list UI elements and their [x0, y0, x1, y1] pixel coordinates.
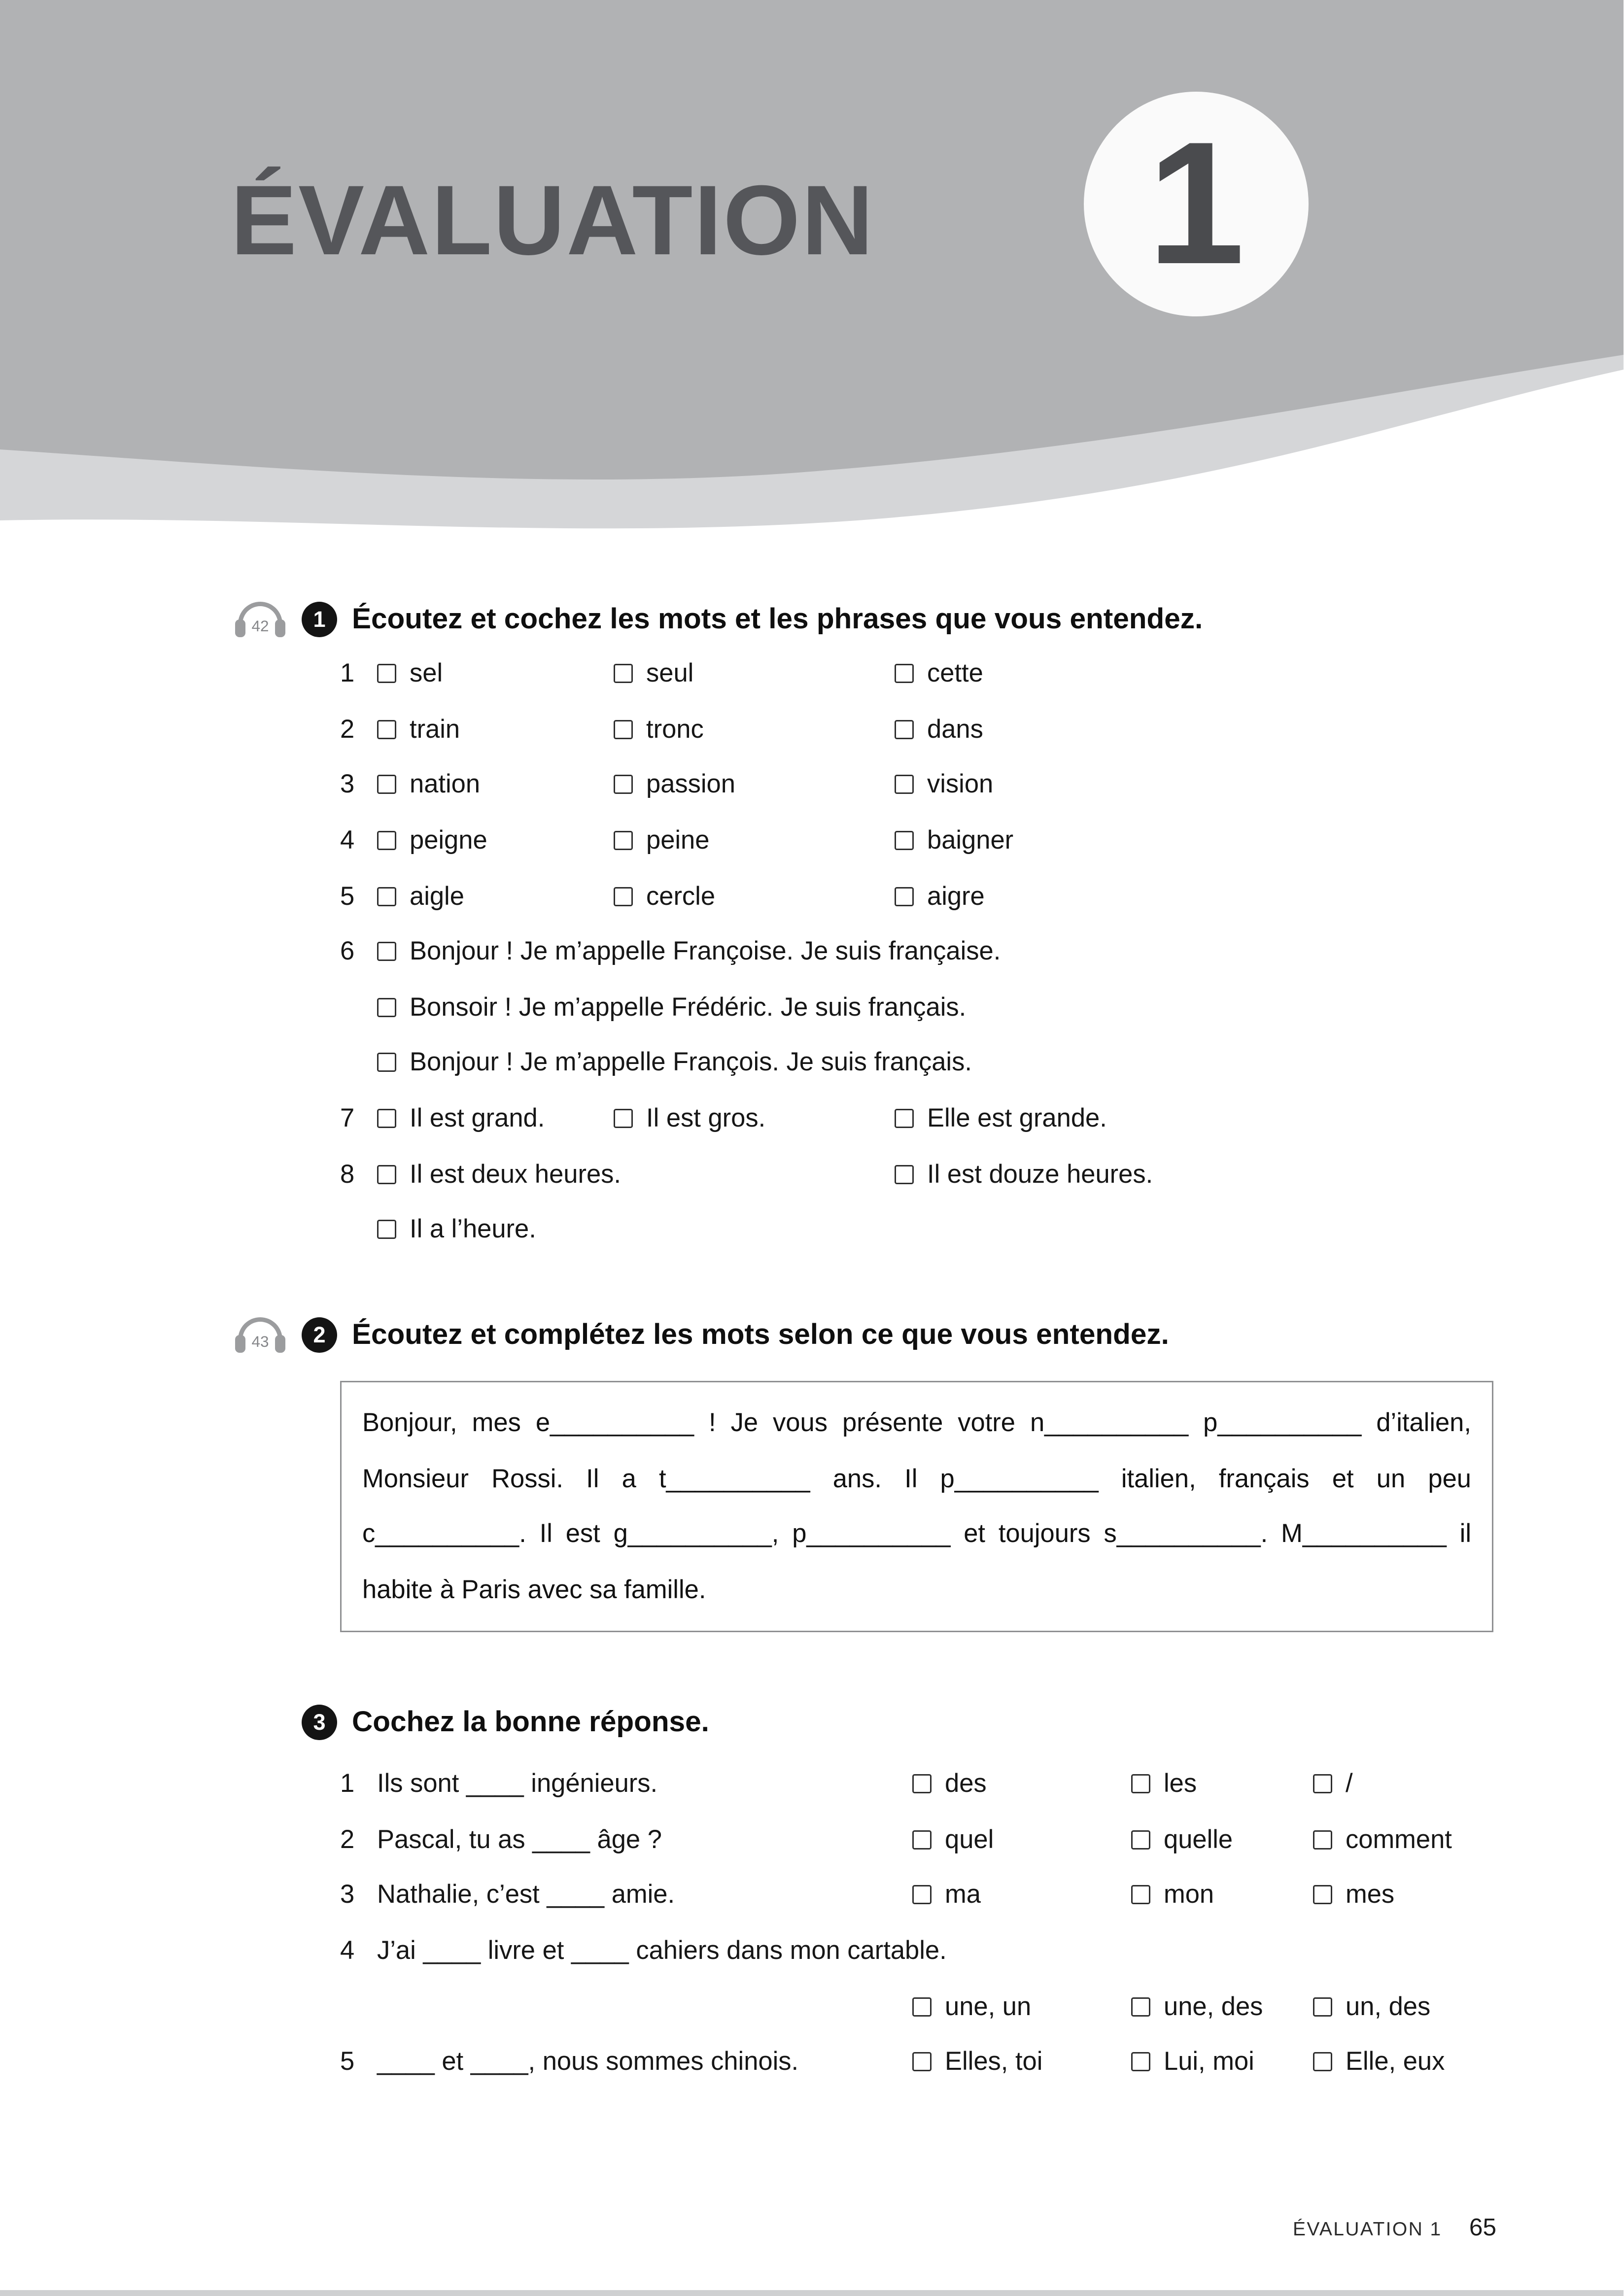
- checkbox[interactable]: [377, 775, 396, 794]
- exercise-2-badge: 2: [302, 1317, 337, 1353]
- sentence-row-7: [340, 1091, 1520, 1146]
- option-a: [912, 1880, 1131, 1911]
- row-number: 1: [340, 658, 355, 688]
- row-number: 2: [340, 714, 355, 744]
- option-label: dans: [927, 714, 983, 744]
- checkbox[interactable]: [895, 720, 914, 739]
- checkbox[interactable]: [614, 831, 633, 850]
- option-c: [895, 881, 1520, 912]
- mcq-row-5: [340, 2034, 1520, 2090]
- mcq-row-3: [340, 1868, 1520, 1923]
- checkbox[interactable]: [377, 1165, 396, 1184]
- headphones-icon: [234, 600, 287, 640]
- checkbox[interactable]: [912, 1885, 932, 1905]
- option-b: [1131, 1769, 1313, 1800]
- option-b: [1131, 1824, 1313, 1855]
- option-c: [1313, 1824, 1520, 1855]
- header-wave-background: [0, 0, 1624, 562]
- option-label: cette: [927, 658, 983, 688]
- option-b: [614, 714, 895, 745]
- option-a: [377, 658, 614, 689]
- passage-line: Bonjour, mes e__________ ! Je vous présente votre n__________ p__________ d’italien,: [362, 1407, 1471, 1437]
- option-a: [377, 936, 1001, 967]
- option-label: Il a l’heure.: [410, 1214, 536, 1244]
- checkbox[interactable]: [614, 775, 633, 794]
- word-row-1: [340, 646, 1520, 702]
- option-a: [377, 881, 614, 912]
- question-text: Ils sont ____ ingénieurs.: [377, 1768, 658, 1798]
- option-c: [895, 714, 1520, 745]
- sentence-row-8-line-2: [340, 1202, 1520, 1258]
- sentence-row-6-line-3: [340, 1035, 1520, 1091]
- checkbox[interactable]: [912, 2053, 932, 2072]
- option-c: [895, 769, 1520, 800]
- passage-line: Monsieur Rossi. Il a t__________ ans. Il p__________ italien, français et un peu: [362, 1463, 1471, 1493]
- option-label: tronc: [646, 714, 704, 744]
- mcq-row-1: [340, 1756, 1520, 1812]
- checkbox[interactable]: [377, 831, 396, 850]
- checkbox[interactable]: [895, 664, 914, 684]
- option-c: [895, 658, 1520, 689]
- checkbox[interactable]: [895, 775, 914, 794]
- unit-number-circle: [1084, 92, 1309, 316]
- option-label: une, un: [945, 1991, 1032, 2021]
- checkbox[interactable]: [912, 1830, 932, 1850]
- option-c: [1313, 1769, 1520, 1800]
- checkbox[interactable]: [1313, 1830, 1332, 1850]
- option-label: Il est douze heures.: [927, 1158, 1153, 1188]
- word-row-3: [340, 757, 1520, 813]
- option-label: Bonjour ! Je m’appelle François. Je suis français.: [410, 1047, 972, 1077]
- exercise-1-rows: [340, 646, 1520, 1258]
- checkbox[interactable]: [1131, 1775, 1150, 1794]
- passage-line: c__________. Il est g__________, p__________ et toujours s__________. M__________ il: [362, 1518, 1471, 1548]
- option-a: [377, 769, 614, 800]
- row-number: 4: [340, 825, 355, 855]
- question-text: J’ai ____ livre et ____ cahiers dans mon cartable.: [377, 1935, 947, 1965]
- option-label: passion: [646, 769, 735, 799]
- unit-number: 1: [1147, 106, 1245, 302]
- page-footer: [0, 2215, 1496, 2243]
- checkbox[interactable]: [912, 1997, 932, 2016]
- option-b: [614, 1103, 895, 1134]
- option-a: [377, 825, 614, 856]
- option-label: un, des: [1346, 1991, 1431, 2021]
- row-number: 3: [340, 1880, 355, 1910]
- option-c: [377, 1047, 972, 1078]
- row-number: 2: [340, 1824, 355, 1854]
- option-label: Elle, eux: [1346, 2046, 1445, 2076]
- checkbox[interactable]: [895, 1165, 914, 1184]
- checkbox[interactable]: [1313, 1885, 1332, 1905]
- fill-in-passage-box: [340, 1381, 1493, 1633]
- option-label: aigle: [410, 881, 464, 911]
- exercise-3-rows: [340, 1756, 1520, 2090]
- option-label: quel: [945, 1824, 994, 1854]
- exercise-3-section: [234, 1700, 1520, 2090]
- option-label: Il est gros.: [646, 1103, 766, 1133]
- row-number: 3: [340, 769, 355, 799]
- option-label: Elle est grande.: [927, 1103, 1107, 1133]
- option-label: nation: [410, 769, 481, 799]
- option-label: une, des: [1164, 1991, 1263, 2021]
- word-row-4: [340, 813, 1520, 868]
- option-label: aigre: [927, 881, 985, 911]
- row-number: 4: [340, 1935, 355, 1965]
- option-b: [1131, 1880, 1313, 1911]
- option-label: mes: [1346, 1880, 1395, 1910]
- option-b: [614, 881, 895, 912]
- checkbox[interactable]: [895, 831, 914, 850]
- checkbox[interactable]: [377, 887, 396, 906]
- option-label: baigner: [927, 825, 1014, 855]
- checkbox[interactable]: [1313, 1775, 1332, 1794]
- word-row-5: [340, 868, 1520, 924]
- checkbox[interactable]: [1131, 1830, 1150, 1850]
- checkbox[interactable]: [912, 1775, 932, 1794]
- page-number: 65: [1469, 2215, 1496, 2241]
- option-b: [1131, 1991, 1313, 2022]
- option-a: [912, 1991, 1131, 2022]
- option-label: cercle: [646, 881, 716, 911]
- mcq-row-4-question: [340, 1923, 1520, 1979]
- option-label: des: [945, 1768, 987, 1798]
- checkbox[interactable]: [1313, 2053, 1332, 2072]
- option-label: Il est grand.: [410, 1103, 545, 1133]
- headphones-icon: [234, 1315, 287, 1355]
- row-number: 5: [340, 881, 355, 911]
- option-c: [895, 825, 1520, 856]
- option-b: [377, 992, 966, 1023]
- row-number: 6: [340, 936, 355, 966]
- option-label: Bonsoir ! Je m’appelle Frédéric. Je suis français.: [410, 992, 967, 1022]
- option-b: [614, 825, 895, 856]
- option-a: [377, 1159, 895, 1190]
- option-b: [1131, 2047, 1313, 2078]
- option-label: vision: [927, 769, 994, 799]
- exercise-1-title: Écoutez et cochez les mots et les phrases que vous entendez.: [352, 602, 1203, 635]
- word-row-2: [340, 702, 1520, 757]
- checkbox[interactable]: [1131, 1885, 1150, 1905]
- checkbox[interactable]: [1313, 1997, 1332, 2016]
- mcq-row-2: [340, 1812, 1520, 1868]
- checkbox[interactable]: [614, 720, 633, 739]
- option-b: [895, 1159, 1520, 1190]
- checkbox[interactable]: [377, 1220, 396, 1239]
- page-title: ÉVALUATION: [231, 166, 875, 276]
- exercise-3-title: Cochez la bonne réponse.: [352, 1705, 709, 1738]
- sentence-row-6-line-1: [340, 924, 1520, 980]
- question-text: ____ et ____, nous sommes chinois.: [377, 2046, 799, 2076]
- option-a: [912, 1824, 1131, 1855]
- option-a: [912, 1769, 1131, 1800]
- option-label: sel: [410, 658, 443, 688]
- question-text: Nathalie, c’est ____ amie.: [377, 1880, 675, 1910]
- audio-track-number: 43: [251, 1333, 269, 1351]
- option-label: /: [1346, 1768, 1353, 1798]
- option-label: Elles, toi: [945, 2046, 1043, 2076]
- option-label: Il est deux heures.: [410, 1158, 621, 1188]
- checkbox[interactable]: [377, 1109, 396, 1128]
- row-number: 5: [340, 2046, 355, 2076]
- checkbox[interactable]: [614, 1109, 633, 1128]
- option-c: [1313, 2047, 1520, 2078]
- option-label: peine: [646, 825, 710, 855]
- option-label: seul: [646, 658, 694, 688]
- footer-section-label: ÉVALUATION 1: [1292, 2218, 1442, 2240]
- option-c: [895, 1103, 1520, 1134]
- mcq-row-4-options: [340, 1979, 1520, 2034]
- option-label: Bonjour ! Je m’appelle Françoise. Je suis française.: [410, 936, 1001, 966]
- checkbox[interactable]: [377, 1053, 396, 1072]
- checkbox[interactable]: [614, 887, 633, 906]
- option-label: comment: [1346, 1824, 1452, 1854]
- option-label: les: [1164, 1768, 1197, 1798]
- page-edge: [0, 2290, 1624, 2296]
- checkbox[interactable]: [377, 720, 396, 739]
- exercise-2-title: Écoutez et complétez les mots selon ce que vous entendez.: [352, 1318, 1169, 1351]
- option-label: train: [410, 714, 460, 744]
- checkbox[interactable]: [1131, 1997, 1150, 2016]
- row-number: 8: [340, 1158, 355, 1188]
- exercise-3-badge: 3: [302, 1705, 337, 1740]
- option-label: quelle: [1164, 1824, 1233, 1854]
- question-text: Pascal, tu as ____ âge ?: [377, 1824, 662, 1854]
- option-label: peigne: [410, 825, 487, 855]
- exercise-3-heading: [234, 1700, 1520, 1745]
- checkbox[interactable]: [895, 1109, 914, 1128]
- option-c: [377, 1214, 536, 1245]
- sentence-row-6-line-2: [340, 980, 1520, 1035]
- passage-line: habite à Paris avec sa famille.: [362, 1574, 706, 1604]
- exercise-1-heading: [234, 597, 1520, 642]
- checkbox[interactable]: [614, 664, 633, 684]
- sentence-row-8-line-1: [340, 1146, 1520, 1202]
- checkbox[interactable]: [377, 998, 396, 1017]
- exercise-1-section: [234, 597, 1520, 1258]
- option-label: Lui, moi: [1164, 2046, 1254, 2076]
- exercise-2-heading: [234, 1313, 1520, 1357]
- checkbox[interactable]: [377, 664, 396, 684]
- row-number: 1: [340, 1768, 355, 1798]
- option-a: [377, 1103, 614, 1134]
- audio-track-number: 42: [251, 617, 269, 635]
- option-b: [614, 769, 895, 800]
- checkbox[interactable]: [377, 942, 396, 961]
- option-c: [1313, 1880, 1520, 1911]
- option-b: [614, 658, 895, 689]
- option-label: ma: [945, 1880, 981, 1910]
- row-number: 7: [340, 1103, 355, 1133]
- checkbox[interactable]: [895, 887, 914, 906]
- exercise-2-section: [234, 1313, 1520, 1633]
- exercise-1-badge: 1: [302, 602, 337, 637]
- option-a: [377, 714, 614, 745]
- option-c: [1313, 1991, 1520, 2022]
- option-label: mon: [1164, 1880, 1214, 1910]
- checkbox[interactable]: [1131, 2053, 1150, 2072]
- option-a: [912, 2047, 1131, 2078]
